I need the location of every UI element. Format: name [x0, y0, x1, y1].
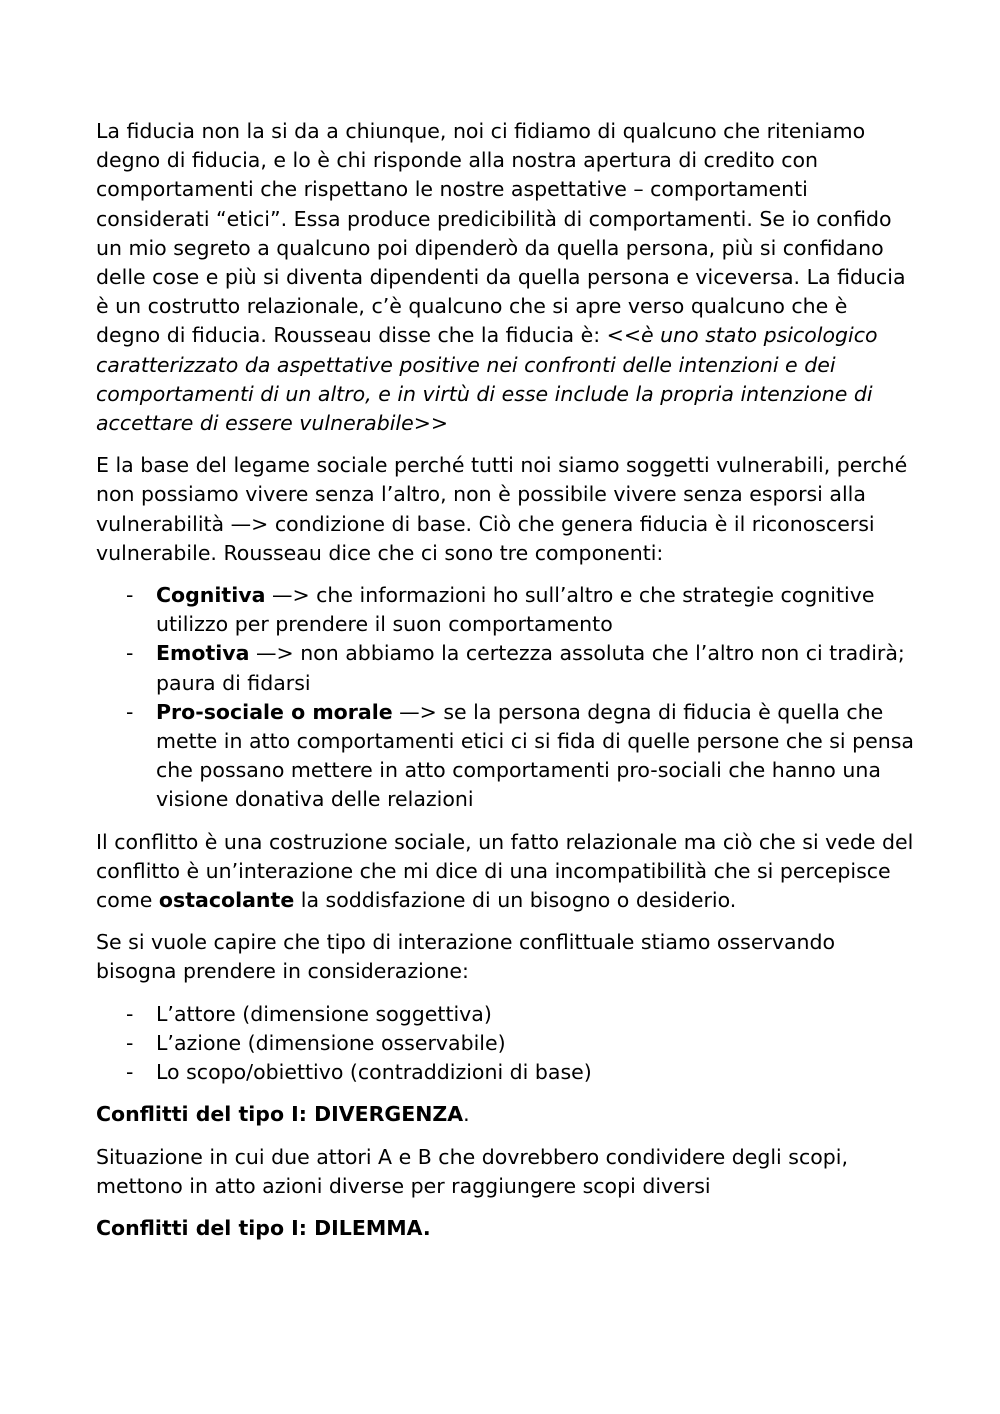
dash-bullet: -: [126, 1060, 134, 1085]
paragraph-trust: [96, 117, 916, 438]
paragraph-trust-text: La fiducia non la si da a chiunque, noi ci fidiamo di qualcuno che riteniamo degno di fiducia, e lo è chi risponde alla nostra apertura di credito con comportamenti che rispettano le nostre aspettative – comportamenti considerati “etici”. Essa produce predicibilità di comportamenti. Se io confido un mio segreto a qualcuno poi dipenderò da quella persona, più si confidano delle cose e più si diventa dipendenti da quella persona e viceversa. La fiducia è un costrutto relazionale, c’è qualcuno che si apre verso qualcuno che è degno di fiducia. Rousseau disse che la fiducia è:: [96, 119, 906, 348]
consideration-text: L’azione (dimensione osservabile): [156, 1030, 506, 1055]
list-item: [96, 581, 916, 639]
dash-bullet: -: [126, 583, 134, 608]
conflict-text-before: Il conflitto è una costruzione sociale, un fatto relazionale ma ciò che si vede del conflitto è un’interazione che mi dice di una incompatibilità che si percepisce come: [96, 829, 914, 913]
dash-bullet: -: [126, 1030, 134, 1055]
components-list: [96, 581, 916, 815]
component-term: Pro-sociale o morale: [156, 699, 393, 724]
list-item: [96, 698, 916, 815]
list-item: [96, 1058, 916, 1087]
heading-divergenza-period: .: [463, 1102, 470, 1127]
component-term: Emotiva: [156, 641, 250, 666]
document-body: [96, 117, 916, 1256]
conflict-text-after: la soddisfazione di un bisogno o desiderio.: [294, 888, 737, 913]
heading-divergenza-bold: Conflitti del tipo I: DIVERGENZA: [96, 1102, 464, 1127]
component-text: —> se la persona degna di fiducia è quella che mette in atto comportamenti etici ci si fida di quelle persone che si pensa che possano mettere in atto comportamenti pro-sociali che hanno una visione donativa delle relazioni: [156, 699, 914, 812]
list-item: [96, 1029, 916, 1058]
paragraph-vulnerability: E la base del legame sociale perché tutti noi siamo soggetti vulnerabili, perché non possiamo vivere senza l’altro, non è possibile vivere senza esporsi alla vulnerabilità —> condizione di base. Ciò che genera fiducia è il riconoscersi vulnerabile. Rousseau dice che ci sono tre componenti:: [96, 453, 908, 565]
dash-bullet: -: [126, 699, 134, 724]
conflict-keyword: ostacolante: [158, 888, 295, 913]
heading-divergenza: [96, 1100, 916, 1129]
heading-dilemma: [96, 1214, 916, 1243]
considerations-list: [96, 1000, 916, 1088]
consideration-text: L’attore (dimensione soggettiva): [156, 1001, 492, 1026]
list-item: [96, 1000, 916, 1029]
heading-dilemma-bold: Conflitti del tipo I: DILEMMA.: [96, 1215, 431, 1240]
rousseau-quote: <<è uno stato psicologico caratterizzato da aspettative positive nei confronti delle intenzioni e dei comportamenti di un altro, e in virtù di esse include la propria intenzione di accettare di essere vulnerabile>>: [96, 323, 878, 436]
paragraph-considerations: Se si vuole capire che tipo di interazione conflittuale stiamo osservando bisogna prendere in considerazione:: [96, 930, 836, 984]
paragraph-conflict: [96, 828, 916, 916]
list-item: [96, 639, 916, 697]
component-term: Cognitiva: [156, 583, 266, 608]
component-text: —> non abbiamo la certezza assoluta che l’altro non ci tradirà; paura di fidarsi: [156, 641, 905, 695]
dash-bullet: -: [126, 1001, 134, 1026]
component-text: —> che informazioni ho sull’altro e che strategie cognitive utilizzo per prendere il suon comportamento: [156, 583, 875, 637]
consideration-text: Lo scopo/obiettivo (contraddizioni di base): [156, 1060, 592, 1085]
paragraph-divergenza: Situazione in cui due attori A e B che dovrebbero condividere degli scopi, mettono in atto azioni diverse per raggiungere scopi diversi: [96, 1144, 848, 1198]
dash-bullet: -: [126, 641, 134, 666]
